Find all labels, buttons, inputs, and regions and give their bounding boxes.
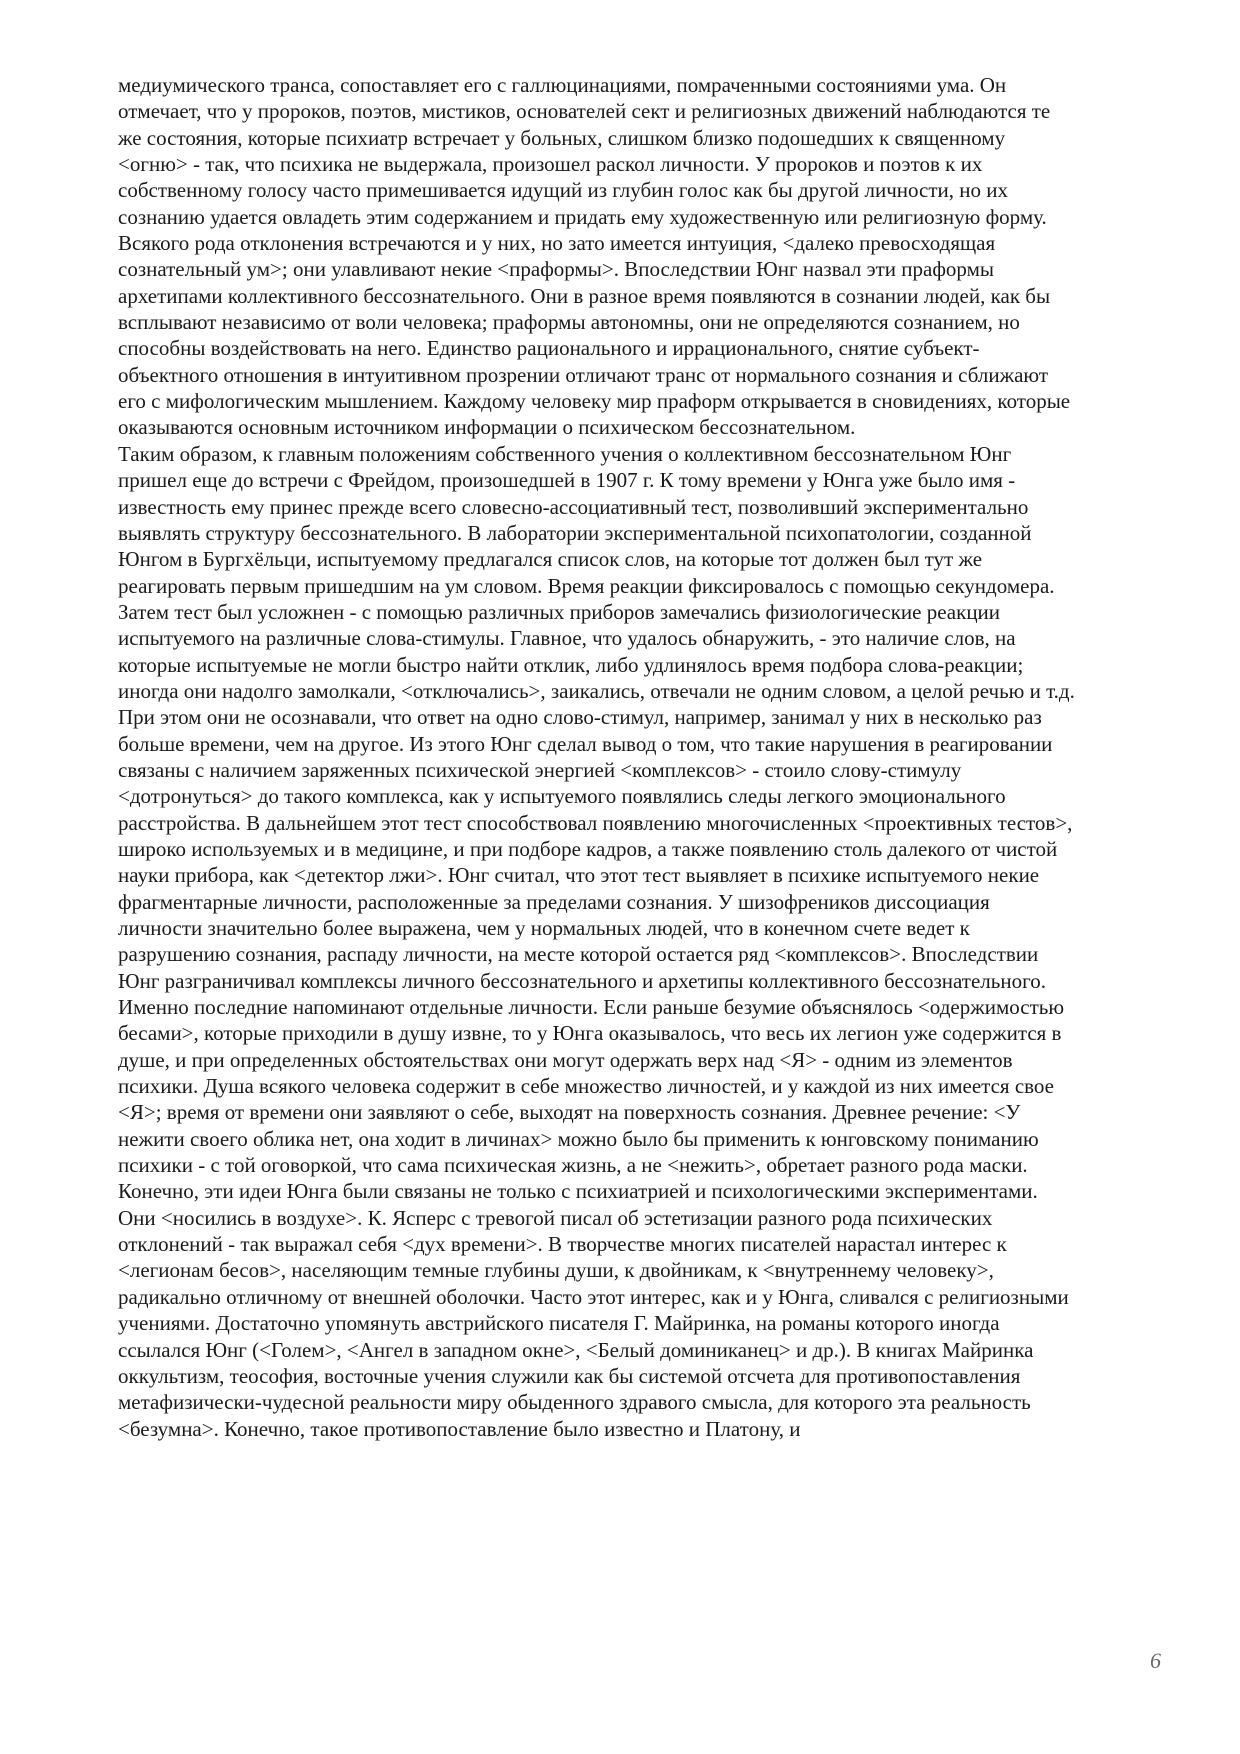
page-number: 6 bbox=[1150, 1648, 1161, 1673]
paragraph-2: Таким образом, к главным положениям собственного учения о коллективном бессознательном Юнг пришел еще до встречи с Фрейдом, произошедшей в 1907 г. К тому времени у Юнга уже было имя - известность ему принес прежде всего словесно-ассоциативный тест, позволивший экспериментально выявлять структуру бессознательного. В лаборатории экспериментальной психопатологии, созданной Юнгом в Бургхёльци, испытуемому предлагался список слов, на которые тот должен был тут же реагировать первым пришедшим на ум словом. Время реакции фиксировалось с помощью секундомера. Затем тест был усложнен - с помощью различных приборов замечались физиологические реакции испытуемого на различные слова-стимулы. Главное, что удалось обнаружить, - это наличие слов, на которые испытуемые не могли быстро найти отклик, либо удлинялось время подбора слова-реакции; иногда они надолго замолкали, <отключались>, заикались, отвечали не одним словом, а целой речью и т.д. При этом они не осознавали, что ответ на одно слово-стимул, например, занимал у них в несколько раз больше времени, чем на другое. Из этого Юнг сделал вывод о том, что такие нарушения в реагировании связаны с наличием заряженных психической энергией <комплексов> - стоило слову-стимулу <дотронуться> до такого комплекса, как у испытуемого появлялись следы легкого эмоционального расстройства. В дальнейшем этот тест способствовал появлению многочисленных <проективных тестов>, широко используемых и в медицине, и при подборе кадров, а также появлению столь далекого от чистой науки прибора, как <детектор лжи>. Юнг считал, что этот тест выявляет в психике испытуемого некие фрагментарные личности, расположенные за пределами сознания. У шизофреников диссоциация личности значительно более выражена, чем у нормальных людей, что в конечном счете ведет к разрушению сознания, распаду личности, на месте которой остается ряд <комплексов>. Впоследствии Юнг разграничивал комплексы личного бессознательного и архетипы коллективного бессознательного. Именно последние напоминают отдельные личности. Если раньше безумие объяснялось <одержимостью бесами>, которые приходили в душу извне, то у Юнга оказывалось, что весь их легион уже содержится в душе, и при определенных обстоятельствах они могут одержать верх над <Я> - одним из элементов психики. Душа всякого человека содержит в себе множество личностей, и у каждой из них имеется свое <Я>; время от времени они заявляют о себе, выходят на поверхность сознания. Древнее речение: <У нежити своего облика нет, она ходит в личинах> можно было бы применить к юнговскому пониманию психики - с той оговоркой, что сама психическая жизнь, а не <нежить>, обретает разного рода маски. bbox=[118, 441, 1075, 1178]
document-body bbox=[118, 72, 1078, 1442]
paragraph-1: медиумического транса, сопоставляет его с галлюцинациями, помраченными состояниями ума. Он отмечает, что у пророков, поэтов, мистиков, основателей сект и религиозных движений наблюдаются те же состояния, которые психиатр встречает у больных, слишком близко подошедших к священному <огню> - так, что психика не выдержала, произошел раскол личности. У пророков и поэтов к их собственному голосу часто примешивается идущий из глубин голос как бы другой личности, но их сознанию удается овладеть этим содержанием и придать ему художественную или религиозную форму. Всякого рода отклонения встречаются и у них, но зато имеется интуиция, <далеко превосходящая сознательный ум>; они улавливают некие <праформы>. Впоследствии Юнг назвал эти праформы архетипами коллективного бессознательного. Они в разное время появляются в сознании людей, как бы всплывают независимо от воли человека; праформы автономны, они не определяются сознанием, но способны воздействовать на него. Единство рационального и иррационального, снятие субъект-объектного отношения в интуитивном прозрении отличают транс от нормального сознания и сближают его с мифологическим мышлением. Каждому человеку мир праформ открывается в сновидениях, которые оказываются основным источником информации о психическом бессознательном. bbox=[118, 73, 1071, 440]
paragraph-3: Конечно, эти идеи Юнга были связаны не только с психиатрией и психологическими экспериментами. Они <носились в воздухе>. К. Ясперс с тревогой писал об эстетизации разного рода психических отклонений - так выражал себя <дух времени>. В творчестве многих писателей нарастал интерес к <легионам бесов>, населяющим темные глубины души, к двойникам, к <внутреннему человеку>, радикально отличному от внешней оболочки. Часто этот интерес, как и у Юнга, сливался с религиозными учениями. Достаточно упомянуть австрийского писателя Г. Майринка, на романы которого иногда ссылался Юнг (<Голем>, <Ангел в западном окне>, <Белый доминиканец> и др.). В книгах Майринка оккультизм, теософия, восточные учения служили как бы системой отсчета для противопоставления метафизически-чудесной реальности миру обыденного здравого смысла, для которого эта реальность <безумна>. Конечно, такое противопоставление было известно и Платону, и bbox=[118, 1179, 1069, 1441]
